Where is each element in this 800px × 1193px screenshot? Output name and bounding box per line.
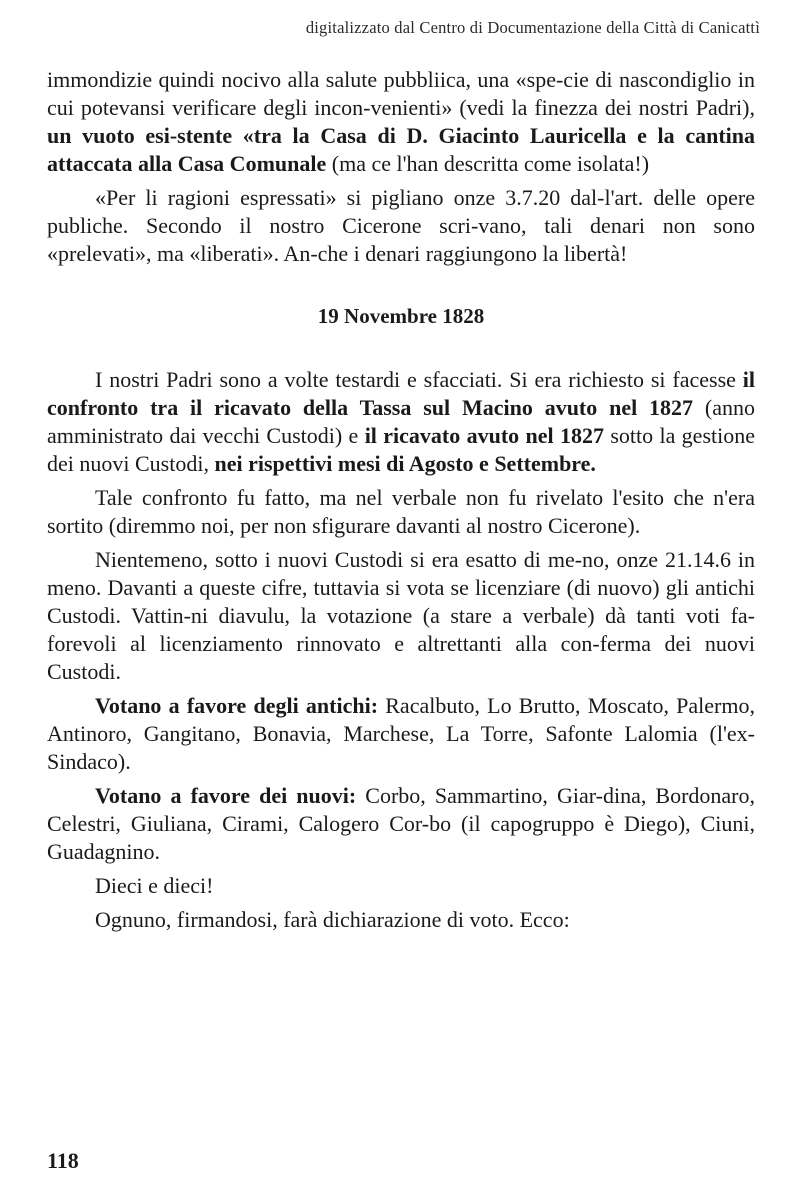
paragraph-3 [47, 366, 755, 478]
paragraph-1-text-b: (ma ce l'han descritta come isolata!) [326, 151, 650, 176]
paragraph-1 [47, 66, 755, 178]
body-text [47, 66, 755, 934]
paragraph-1-bold: un vuoto esi-stente «tra la Casa di D. Giacinto Lauricella e la cantina attaccata alla Casa Comunale [47, 123, 755, 176]
paragraph-3-bold-a: il confronto tra il ricavato della Tassa sul Macino avuto nel 1827 [47, 367, 755, 420]
paragraph-3-text-b: (anno amministrato dai vecchi Custodi) e [47, 395, 755, 448]
paragraph-4: Tale confronto fu fatto, ma nel verbale non fu rivelato l'esito che n'era sortito (diremmo noi, per non sfigurare davanti al nostro Cicerone). [47, 485, 755, 538]
paragraph-8: Dieci e dieci! [95, 873, 214, 898]
section-heading-date: 19 Novembre 1828 [317, 304, 485, 328]
paragraph-6-bold: Votano a favore degli antichi: [95, 693, 379, 718]
paragraph-7-bold: Votano a favore dei nuovi: [95, 783, 357, 808]
paragraph-6 [47, 692, 755, 776]
page-number: 118 [47, 1148, 79, 1173]
paragraph-6-text: Racalbuto, Lo Brutto, Moscato, Palermo, Antinoro, Gangitano, Bonavia, Marchese, La Torre, Safonte Lalomia (l'ex-Sindaco). [47, 693, 755, 774]
paragraph-7 [47, 782, 755, 866]
paragraph-3-bold-c: nei rispettivi mesi di Agosto e Settembre. [214, 451, 596, 476]
paragraph-1-text-a: immondizie quindi nocivo alla salute pubbliica, una «spe-cie di nascondiglio in cui potevansi verificare degli incon-venienti» (vedi la finezza dei nostri Padri), [47, 67, 755, 120]
digitization-header: digitalizzato dal Centro di Documentazione della Città di Canicattì [305, 18, 760, 37]
paragraph-3-bold-b: il ricavato avuto nel 1827 [364, 423, 604, 448]
paragraph-5: Nientemeno, sotto i nuovi Custodi si era esatto di me-no, onze 21.14.6 in meno. Davanti a queste cifre, tuttavia si vota se licenziare (di nuovo) gli antichi Custodi. Vattin-ni diavulu, la votazione (a stare a verbale) dà tanti voti fa-forevoli al licenziamento rinnovato e altrettanti alla con-ferma dei nuovi Custodi. [47, 547, 755, 684]
paragraph-9: Ognuno, firmandosi, farà dichiarazione di voto. Ecco: [95, 907, 570, 932]
paragraph-2: «Per li ragioni espressati» si pigliano onze 3.7.20 dal-l'art. delle opere publiche. Secondo il nostro Cicerone scri-vano, tali denari non sono «prelevati», ma «liberati». An-che i denari raggiungono la libertà! [47, 185, 755, 266]
paragraph-7-text: Corbo, Sammartino, Giar-dina, Bordonaro, Celestri, Giuliana, Cirami, Calogero Cor-bo (il capogruppo è Diego), Ciuni, Guadagnino. [47, 783, 755, 864]
paragraph-3-text-a: I nostri Padri sono a volte testardi e sfacciati. Si era richiesto si facesse [95, 367, 743, 392]
paragraph-3-text-c: sotto la gestione dei nuovi Custodi, [47, 423, 755, 476]
